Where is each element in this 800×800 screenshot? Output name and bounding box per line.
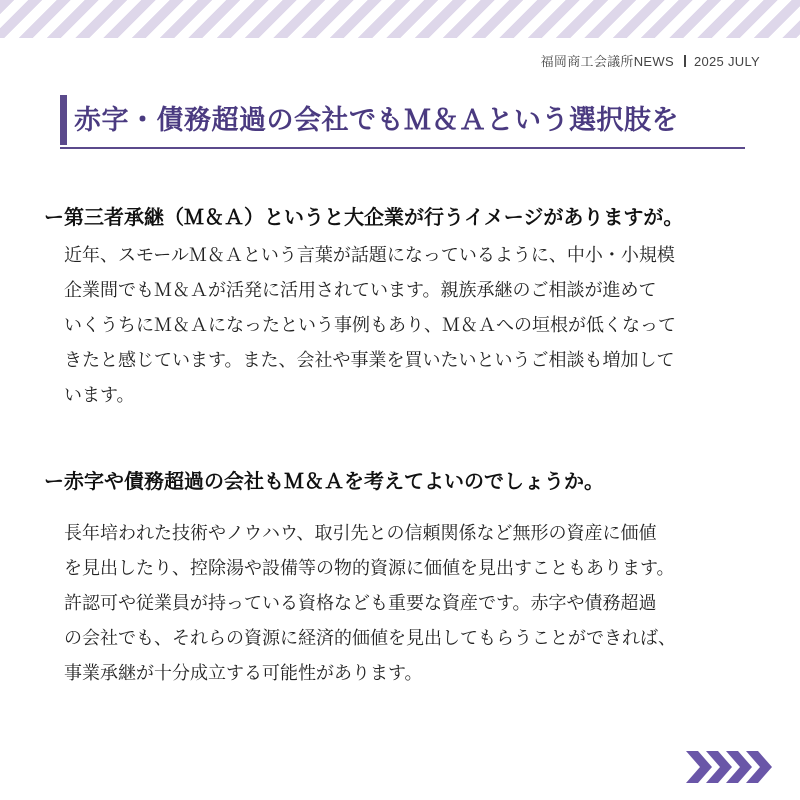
publication-name: 福岡商工会議所NEWS <box>540 54 674 69</box>
question-heading-1: ー第三者承継（Ｍ＆Ａ）というと大企業が行うイメージがありますが。 <box>44 205 684 229</box>
paragraph-line: 長年培われた技術やノウハウ、取引先との信頼関係など無形の資産に価値 <box>64 523 657 544</box>
page-title: 赤字・債務超過の会社でもＭ＆Ａという選択肢を <box>74 105 679 136</box>
page-title-block <box>60 93 745 149</box>
paragraph-line: 許認可や従業員が持っている資格なども重要な資産です。赤字や債務超過 <box>64 593 657 614</box>
answer-paragraph-1 <box>64 238 764 413</box>
title-accent-bar <box>60 95 67 145</box>
paragraph-line: を見出したり、控除湯や設備等の物的資源に価値を見出すこともあります。 <box>64 558 675 579</box>
masthead-divider <box>684 55 686 67</box>
next-chevrons-icon[interactable] <box>686 749 772 785</box>
question-heading-2: ー赤字や債務超過の会社もＭ＆Ａを考えてよいのでしょうか。 <box>44 469 604 493</box>
paragraph-line: います。 <box>64 385 135 406</box>
answer-paragraph-2 <box>64 516 764 691</box>
paragraph-line: いくうちにＭ＆Ａになったという事例もあり、Ｍ＆Ａへの垣根が低くなって <box>64 315 676 336</box>
masthead <box>541 51 760 70</box>
paragraph-line: きたと感じています。また、会社や事業を買いたいというご相談も増加して <box>64 350 675 371</box>
paragraph-line: 近年、スモールＭ＆Ａという言葉が話題になっているように、中小・小規模 <box>64 245 675 266</box>
paragraph-line: 企業間でもＭ＆Ａが活発に活用されています。親族承継のご相談が進めて <box>64 280 657 301</box>
decorative-stripe-band <box>0 0 800 38</box>
paragraph-line: の会社でも、それらの資源に経済的価値を見出してもらうことができれば、 <box>64 628 676 649</box>
issue-date: 2025 JULY <box>693 54 760 69</box>
paragraph-line: 事業承継が十分成立する可能性があります。 <box>64 663 423 684</box>
